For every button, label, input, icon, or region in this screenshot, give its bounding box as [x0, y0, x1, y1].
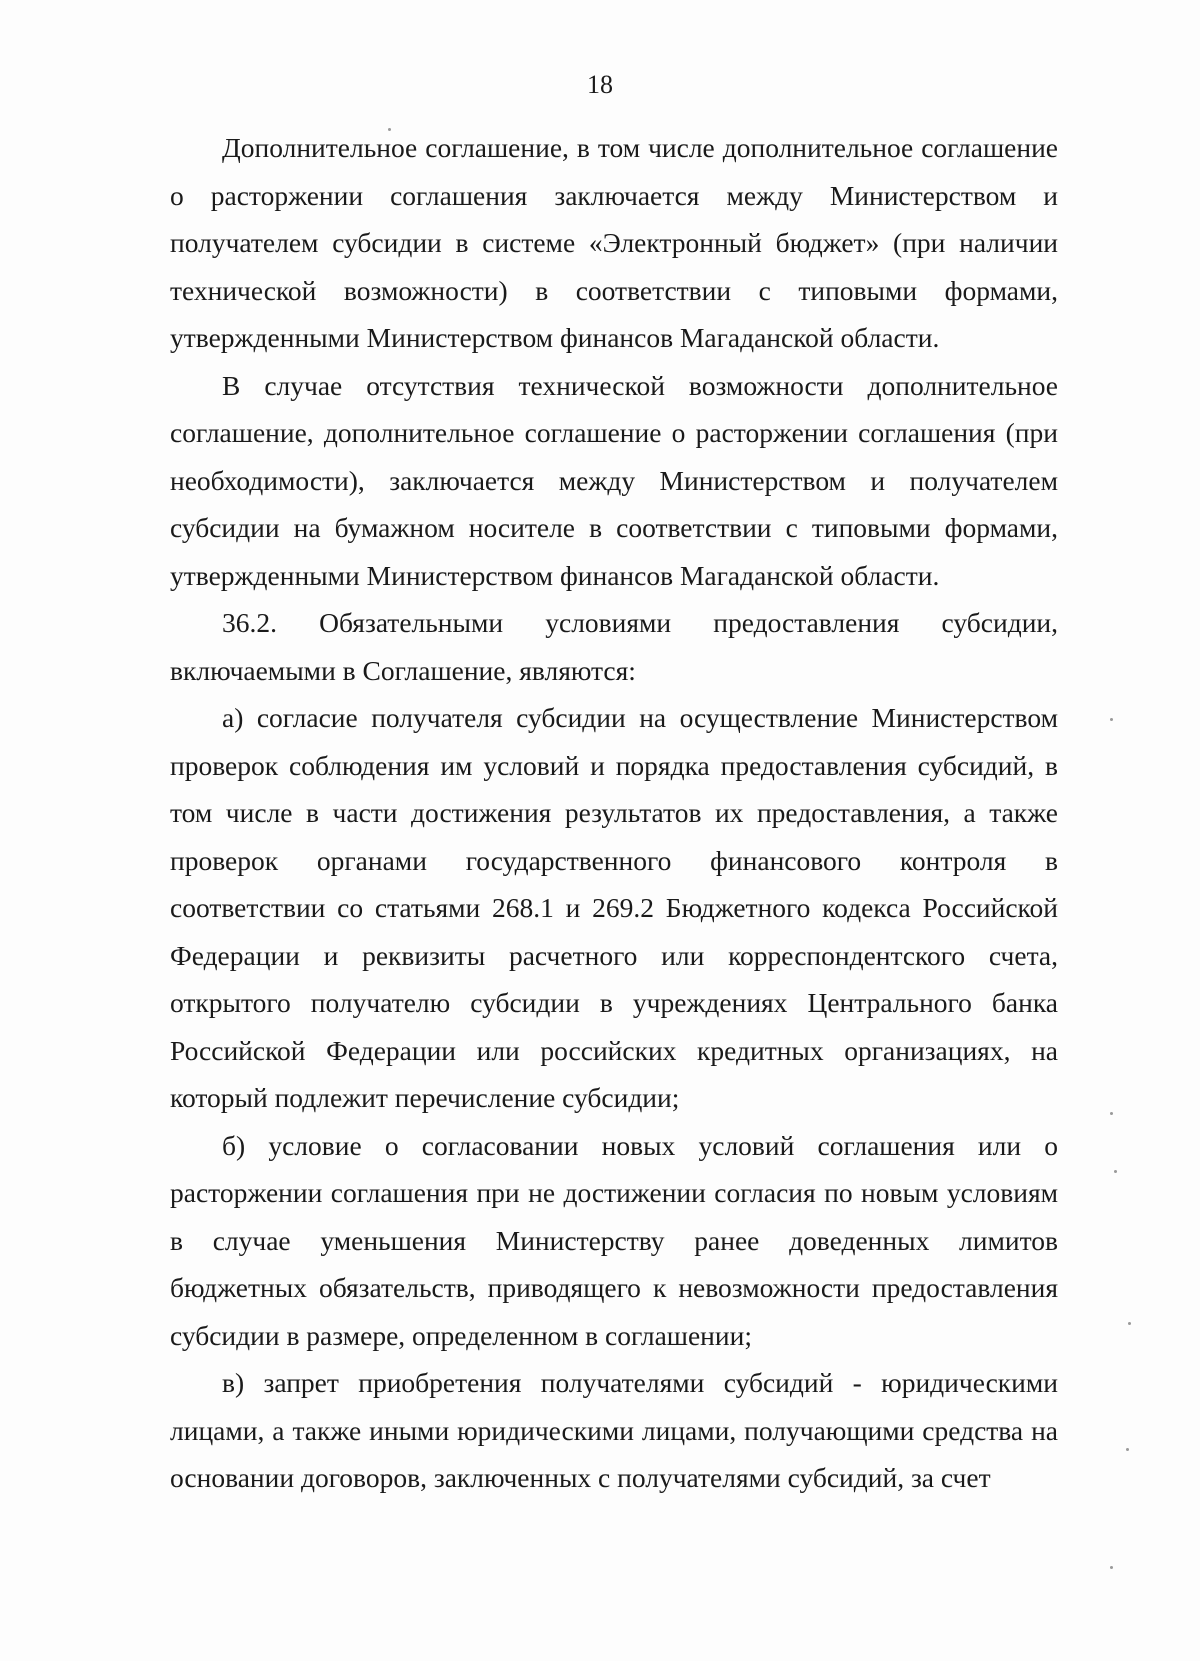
paragraph-item-b: б) условие о согласовании новых условий соглашения или о расторжении соглашения при не достижении согласия по новым условиям в случае уменьшения Министерству ранее доведенных лимитов бюджетных обязательств, приводящего к невозможности предоставления субсидии в размере, определенном в соглашении;	[170, 1129, 1058, 1351]
scan-speck	[1110, 1566, 1113, 1569]
paragraph-36-2: 36.2. Обязательными условиями предоставления субсидии, включаемыми в Соглашение, являются:	[170, 607, 1058, 686]
paragraph-item-v: в) запрет приобретения получателями субсидий - юридическими лицами, а также иными юридическими лицами, получающими средства на основании договоров, заключенных с получателями субсидий, за счет	[170, 1367, 1058, 1493]
scan-speck	[1128, 1322, 1131, 1325]
paragraph-no-technical-possibility: В случае отсутствия технической возможности дополнительное соглашение, дополнительное соглашение о расторжении соглашения (при необходимости), заключается между Министерством и получателем субсидии на бумажном носителе в соответствии с типовыми формами, утвержденными Министерством финансов Магаданской области.	[170, 369, 1058, 591]
scan-speck	[1126, 1448, 1129, 1451]
paragraph-additional-agreement: Дополнительное соглашение, в том числе дополнительное соглашение о расторжении соглашения заключается между Министерством и получателем субсидии в системе «Электронный бюджет» (при наличии технической возможности) в соответствии с типовыми формами, утвержденными Министерством финансов Магаданской области.	[170, 132, 1058, 353]
document-body	[170, 124, 1058, 1502]
scan-speck	[1114, 1170, 1117, 1173]
page-number: 18	[587, 70, 613, 99]
scan-speck	[1110, 718, 1113, 721]
scan-speck	[388, 128, 391, 131]
paragraph-item-a: а) согласие получателя субсидии на осуществление Министерством проверок соблюдения им условий и порядка предоставления субсидий, в том числе в части достижения результатов их предоставления, а также проверок органами государственного финансового контроля в соответствии со статьями 268.1 и 269.2 Бюджетного кодекса Российской Федерации и реквизиты расчетного или корреспондентского счета, открытого получателю субсидии в учреждениях Центрального банка Российской Федерации или российских кредитных организациях, на который подлежит перечисление субсидии;	[170, 702, 1058, 1113]
scan-speck	[1110, 1112, 1113, 1115]
